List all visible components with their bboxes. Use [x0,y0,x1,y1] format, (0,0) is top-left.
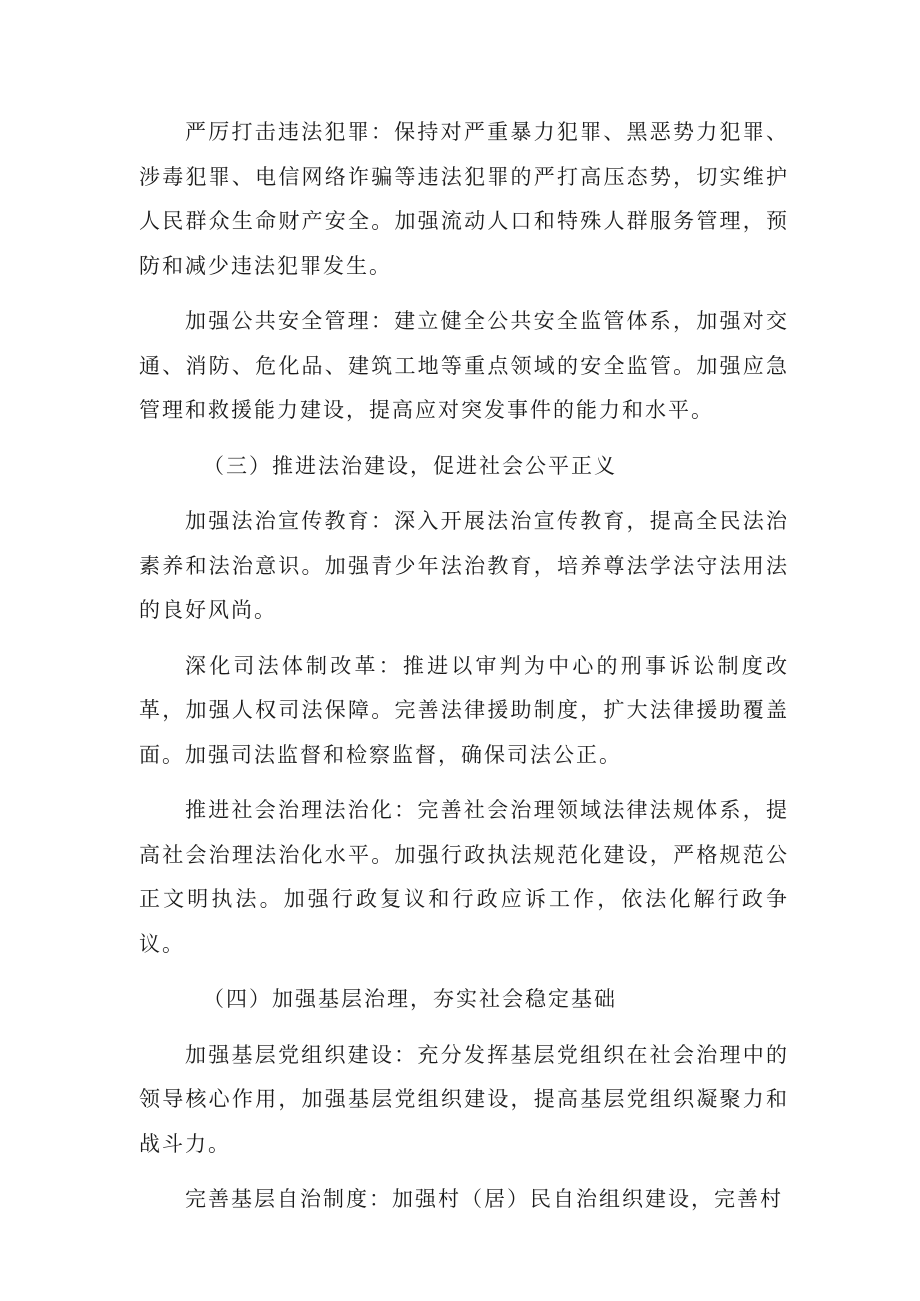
section-heading-rule-of-law: （三）推进法治建设，促进社会公平正义 [203,453,617,478]
paragraph-party-organization: 加强基层党组织建设：充分发挥基层党组织在社会治理中的领导核心作用，加强基层党组织建设，提高基层党组织凝聚力和战斗力。 [139,1042,789,1156]
paragraph-judicial-reform: 深化司法体制改革：推进以审判为中心的刑事诉讼制度改革，加强人权司法保障。完善法律援助制度，扩大法律援助覆盖面。加强司法监督和检察监督，确保司法公正。 [139,653,789,767]
document-page [139,110,789,1233]
section-heading-grassroots: （四）加强基层治理，夯实社会稳定基础 [203,987,617,1011]
paragraph-self-governance: 完善基层自治制度：加强村（居）民自治组织建设，完善村 [185,1187,783,1211]
paragraph-public-safety: 加强公共安全管理：建立健全公共安全监管体系，加强对交通、消防、危化品、建筑工地等重点领域的安全监管。加强应急管理和救援能力建设，提高应对突发事件的能力和水平。 [139,309,789,422]
paragraph-crime-crackdown: 严厉打击违法犯罪：保持对严重暴力犯罪、黑恶势力犯罪、涉毒犯罪、电信网络诈骗等违法犯罪的严打高压态势，切实维护人民群众生命财产安全。加强流动人口和特殊人群服务管理，预防和减少违法犯罪发生。 [139,120,789,278]
paragraph-governance-legalization: 推进社会治理法治化：完善社会治理领域法律法规体系，提高社会治理法治化水平。加强行政执法规范化建设，严格规范公正文明执法。加强行政复议和行政应诉工作，依法化解行政争议。 [139,798,789,956]
paragraph-legal-education: 加强法治宣传教育：深入开展法治宣传教育，提高全民法治素养和法治意识。加强青少年法治教育，培养尊法学法守法用法的良好风尚。 [139,509,789,622]
